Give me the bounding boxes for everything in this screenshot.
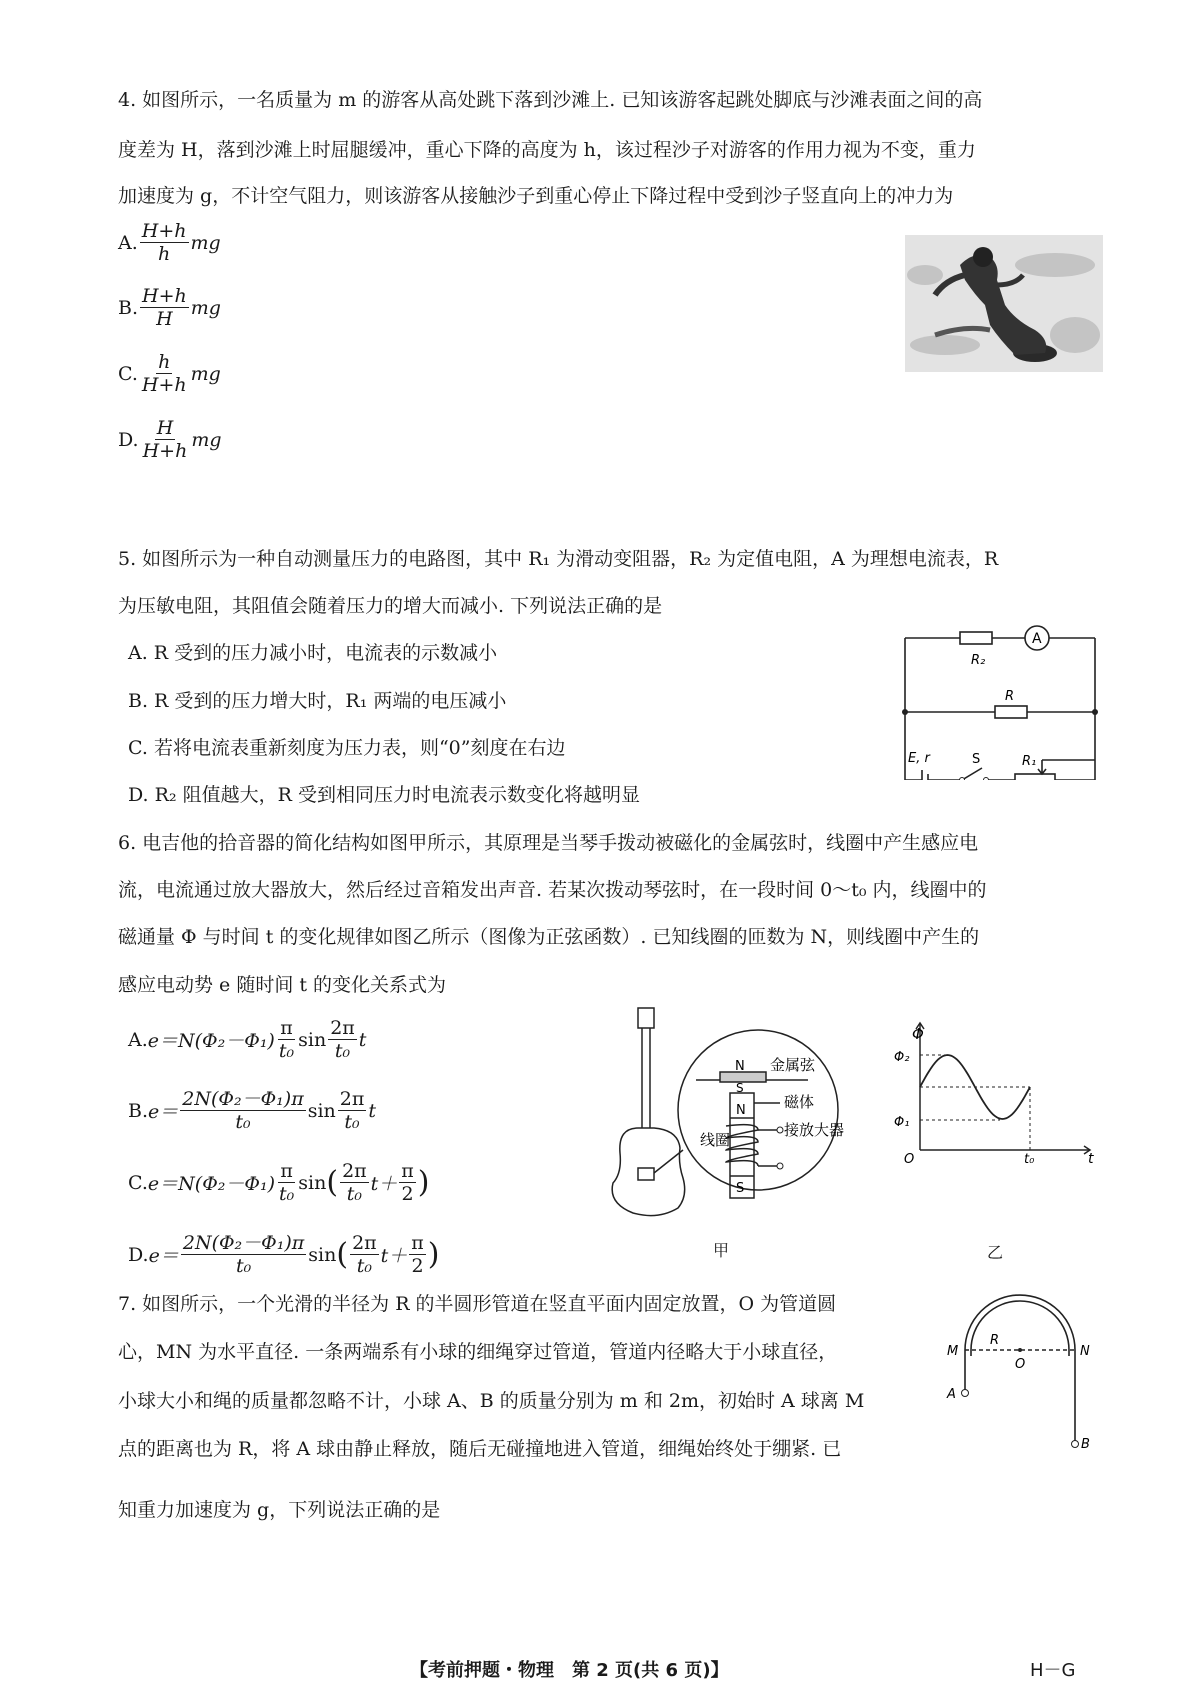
figure-caption-jia: 甲 <box>713 1241 730 1260</box>
r-label: R <box>1005 689 1015 704</box>
q4-option-c: C. $\frac{h}{H+h}$ mg <box>118 351 221 396</box>
svg-text:R: R <box>990 1333 1000 1348</box>
q5-line-1: 5. 如图所示为一种自动测量压力的电路图，其中 R₁ 为滑动变阻器，R₂ 为定值电阻，A 为理想电流表，R <box>118 548 999 570</box>
svg-text:S: S <box>736 1181 745 1196</box>
svg-text:N: N <box>736 1103 746 1118</box>
q5-option-c: C. 若将电流表重新刻度为压力表，则“0”刻度在右边 <box>128 737 566 759</box>
q7-line-2: 心，MN 为水平直径. 一条两端系有小球的细绳穿过管道，管道内径略大于小球直径， <box>118 1341 838 1363</box>
q5-line-2: 为压敏电阻，其阻值会随着压力的增大而减小. 下列说法正确的是 <box>118 595 663 617</box>
svg-text:接放大器: 接放大器 <box>784 1121 845 1139</box>
q6-option-a: A. e＝N(Φ₂－Φ₁) $\frac{\pi}{\text{t₀}}$ sin $\frac{2\pi}{\text{t₀}}$ t <box>128 1017 367 1062</box>
q4-option-a: A. $\frac{H+h}{h}$ mg <box>118 220 221 265</box>
q6-line-4: 感应电动势 e 随时间 t 的变化关系式为 <box>118 974 447 996</box>
pipe-inner <box>971 1301 1069 1350</box>
r2-label: R₂ <box>971 653 986 668</box>
fraction: $\frac{H+h}{H}$ <box>142 285 187 330</box>
q5-option-d: D. R₂ 阻值越大，R 受到相同压力时电流表示数变化将越明显 <box>128 784 640 806</box>
svg-text:S: S <box>736 1081 744 1095</box>
q4-line-1: 4. 如图所示，一名质量为 m 的游客从高处跳下落到沙滩上. 已知该游客起跳处脚底与沙滩表面之间的高 <box>118 89 983 111</box>
ball-b <box>1072 1441 1079 1448</box>
q5-option-b: B. R 受到的压力增大时，R₁ 两端的电压减小 <box>128 690 507 712</box>
svg-text:N: N <box>1080 1344 1090 1359</box>
emf-label: E, r <box>908 751 930 766</box>
pipe-diagram <box>945 1290 1095 1450</box>
flux-chart <box>880 1015 1100 1165</box>
q7-line-5: 知重力加速度为 g，下列说法正确的是 <box>118 1499 441 1521</box>
q6-line-1: 6. 电吉他的拾音器的简化结构如图甲所示，其原理是当琴手拨动被磁化的金属弦时，线圈中产生感应电 <box>118 832 979 854</box>
q6-option-d: D. e＝ $\frac{\text{2N(Φ₂－Φ₁)π}}{\text{t₀}}$ sin ( $\frac{2\pi}{\text{t₀}}$ t＋ $\frac{\pi}{2}$ ) <box>128 1232 440 1277</box>
fraction: $\frac{H}{H+h}$ <box>142 417 188 462</box>
svg-text:线圈: 线圈 <box>700 1131 731 1149</box>
fraction: $\frac{h}{H+h}$ <box>141 351 187 396</box>
svg-text:O: O <box>1015 1357 1026 1372</box>
paper-code: H－G <box>1030 1660 1076 1681</box>
fraction: $\frac{H+h}{h}$ <box>141 220 187 265</box>
svg-text:Φ₁: Φ₁ <box>894 1115 910 1130</box>
figure-caption-yi: 乙 <box>987 1243 1004 1262</box>
svg-text:t: t <box>1088 1151 1094 1165</box>
svg-text:磁体: 磁体 <box>784 1093 815 1111</box>
q7-line-4: 点的距离也为 R，将 A 球由静止释放，随后无碰撞地进入管道，细绳始终处于绷紧. 已 <box>118 1438 842 1460</box>
svg-text:t₀: t₀ <box>1024 1152 1035 1165</box>
q6-option-b: B. e＝ $\frac{\text{2N(Φ₂－Φ₁)π}}{\text{t₀}}$ sin $\frac{2\pi}{\text{t₀}}$ t <box>128 1088 376 1133</box>
q7-line-1: 7. 如图所示，一个光滑的半径为 R 的半圆形管道在竖直平面内固定放置，O 为管道圆 <box>118 1293 837 1315</box>
svg-text:Φ: Φ <box>912 1025 924 1043</box>
q6-line-2: 流，电流通过放大器放大，然后经过音箱发出声音. 若某次拨动琴弦时，在一段时间 0～t₀ 内，线圈中的 <box>118 879 987 901</box>
page-footer: 【考前押题・物理 第 2 页(共 6 页)】 <box>410 1660 729 1681</box>
q4-option-d: D. $\frac{H}{H+h}$ mg <box>118 417 222 462</box>
q7-line-3: 小球大小和绳的质量都忽略不计，小球 A、B 的质量分别为 m 和 2m，初始时 A 球离 M <box>118 1390 865 1412</box>
q4-option-b: B. $\frac{H+h}{H}$ mg <box>118 285 221 330</box>
q6-option-c: C. e＝N(Φ₂－Φ₁) $\frac{\pi}{\text{t₀}}$ sin ( $\frac{2\pi}{\text{t₀}}$ t＋ $\frac{\pi}{2}$ ) <box>128 1160 430 1205</box>
pipe-outer <box>965 1295 1075 1350</box>
jumper-photo <box>905 235 1103 372</box>
svg-text:Φ₂: Φ₂ <box>894 1050 910 1065</box>
svg-text:A: A <box>947 1387 956 1402</box>
circuit-diagram <box>900 620 1100 780</box>
q4-line-3: 加速度为 g，不计空气阻力，则该游客从接触沙子到重心停止下降过程中受到沙子竖直向上的冲力为 <box>118 185 954 207</box>
svg-text:金属弦: 金属弦 <box>770 1056 816 1074</box>
pickup-diagram <box>608 998 853 1228</box>
svg-text:N: N <box>735 1059 745 1074</box>
svg-text:B: B <box>1081 1437 1090 1450</box>
q4-line-2: 度差为 H，落到沙滩上时屈腿缓冲，重心下降的高度为 h，该过程沙子对游客的作用力视为不变，重力 <box>118 139 976 161</box>
flux-sine-curve <box>920 1055 1030 1119</box>
ammeter-label: A <box>1032 631 1042 647</box>
r1-label: R₁ <box>1022 754 1037 769</box>
svg-text:M: M <box>947 1344 959 1359</box>
svg-text:O: O <box>904 1152 915 1165</box>
q6-line-3: 磁通量 Φ 与时间 t 的变化规律如图乙所示（图像为正弦函数）. 已知线圈的匝数为 N，则线圈中产生的 <box>118 926 980 948</box>
switch-label: S <box>972 752 981 767</box>
ball-a <box>962 1390 969 1397</box>
q5-option-a: A. R 受到的压力减小时，电流表的示数减小 <box>128 642 498 664</box>
